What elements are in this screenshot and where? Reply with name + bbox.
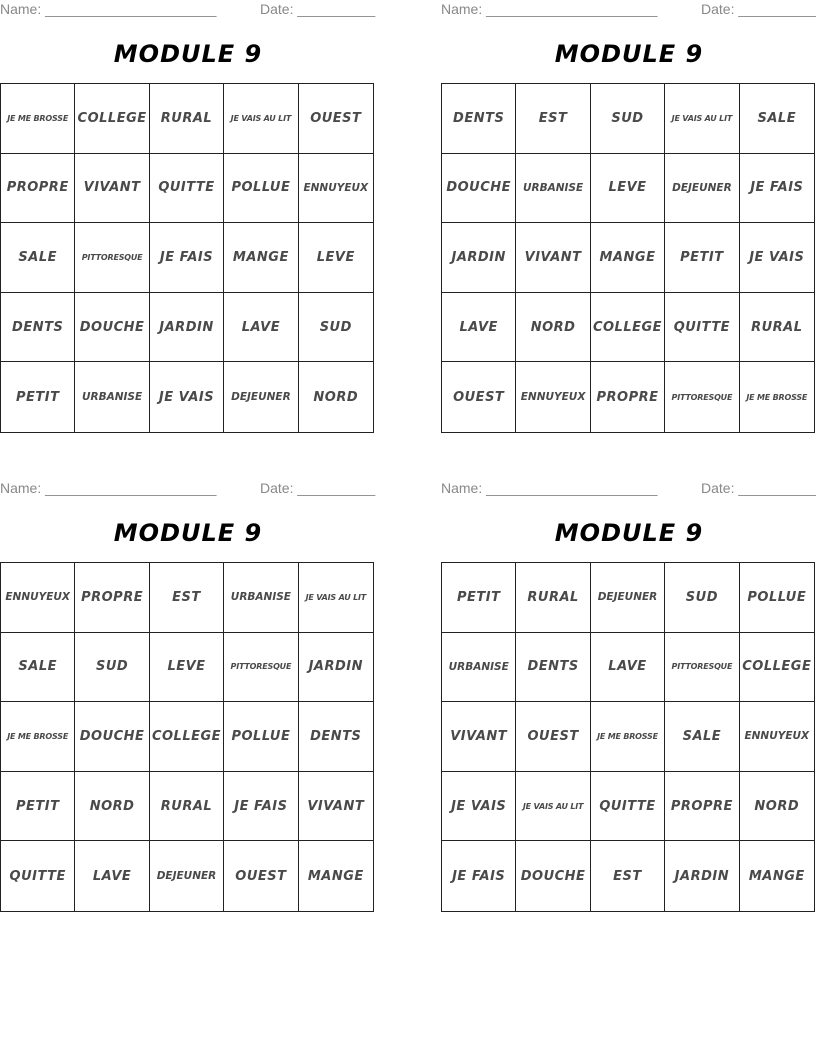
bingo-cell[interactable]: RURAL [740,293,814,363]
bingo-cell[interactable]: OUEST [442,362,516,432]
bingo-cell[interactable]: DOUCHE [75,293,149,363]
bingo-cell[interactable]: PITTORESQUE [224,633,298,703]
bingo-cell[interactable]: DEJEUNER [665,154,739,224]
bingo-cell[interactable]: VIVANT [442,702,516,772]
bingo-cell[interactable]: JE VAIS AU LIT [224,84,298,154]
bingo-cell[interactable]: EST [150,563,224,633]
bingo-cell[interactable]: URBANISE [516,154,590,224]
name-field[interactable]: Name: ______________________ [441,480,658,496]
bingo-cell[interactable]: JE VAIS [442,772,516,842]
bingo-cell[interactable]: MANGE [748,868,805,884]
bingo-cell[interactable]: PROPRE [75,563,149,633]
bingo-cell[interactable]: LEVE [591,154,665,224]
bingo-cell[interactable]: COLLEGE [591,293,665,363]
bingo-grid [441,83,815,433]
card-title: MODULE 9 [113,519,263,547]
bingo-cell[interactable]: URBANISE [75,362,149,432]
bingo-cell[interactable]: POLLUE [224,702,298,772]
bingo-cell[interactable]: COLLEGE [740,633,814,703]
bingo-cell[interactable]: DENTS [442,84,516,154]
bingo-card [441,0,816,440]
date-field[interactable]: Date: __________ [701,480,816,496]
bingo-cell[interactable]: VIVANT [516,223,590,293]
bingo-cell[interactable]: QUITTE [1,841,75,911]
bingo-cell[interactable]: JE ME BROSSE [746,392,808,402]
card-header [0,479,376,499]
bingo-cell[interactable]: QUITTE [591,772,665,842]
bingo-cell[interactable]: DENTS [516,633,590,703]
bingo-cell[interactable]: JE FAIS [740,154,814,224]
bingo-cell[interactable]: JE ME BROSSE [1,84,75,154]
bingo-cell[interactable]: COLLEGE [150,702,224,772]
card-title: MODULE 9 [554,519,704,547]
bingo-cell[interactable]: LAVE [75,841,149,911]
bingo-cell[interactable]: NORD [516,293,590,363]
bingo-cell[interactable]: PITTORESQUE [75,223,149,293]
bingo-grid [0,562,374,912]
bingo-card [0,479,376,919]
bingo-cell[interactable]: QUITTE [665,293,739,363]
bingo-cell[interactable]: URBANISE [442,633,516,703]
name-field[interactable]: Name: ______________________ [0,1,217,17]
bingo-cell[interactable]: JARDIN [299,633,373,703]
bingo-cell[interactable]: COLLEGE [75,84,149,154]
bingo-cell[interactable]: SALE [1,633,75,703]
bingo-cell[interactable]: DEJEUNER [224,362,298,432]
date-field[interactable]: Date: __________ [260,1,376,17]
bingo-cell[interactable]: PITTORESQUE [665,362,739,432]
bingo-cell[interactable]: URBANISE [224,563,298,633]
bingo-cell[interactable]: OUEST [299,84,373,154]
bingo-cell[interactable]: MANGE [307,868,364,884]
bingo-cell[interactable]: POLLUE [224,154,298,224]
card-header [441,0,816,20]
bingo-cell[interactable]: PROPRE [591,362,665,432]
bingo-grid [441,562,815,912]
bingo-cell[interactable]: LEVE [299,223,373,293]
bingo-cell[interactable]: NORD [75,772,149,842]
bingo-cell[interactable]: LEVE [150,633,224,703]
bingo-cell[interactable]: VIVANT [75,154,149,224]
card-header [0,0,376,20]
name-field[interactable]: Name: ______________________ [441,1,658,17]
bingo-cell[interactable]: JE VAIS [740,223,814,293]
bingo-cell[interactable]: SALE [1,223,75,293]
bingo-cell[interactable]: JARDIN [442,223,516,293]
bingo-cell[interactable]: LAVE [591,633,665,703]
bingo-cell[interactable]: SUD [665,563,739,633]
bingo-cell[interactable]: JARDIN [150,293,224,363]
card-title: MODULE 9 [113,40,263,68]
bingo-cell[interactable]: PETIT [442,563,516,633]
bingo-cell[interactable]: ENNUYEUX [299,154,373,224]
bingo-cell[interactable]: JE VAIS AU LIT [516,772,590,842]
bingo-cell[interactable]: PITTORESQUE [665,633,739,703]
bingo-cell[interactable]: OUEST [224,841,298,911]
bingo-cell[interactable]: POLLUE [740,563,814,633]
bingo-cell[interactable]: MANGE [591,223,665,293]
date-field[interactable]: Date: __________ [701,1,816,17]
bingo-cell[interactable]: VIVANT [299,772,373,842]
bingo-cell[interactable]: RURAL [150,772,224,842]
bingo-cell[interactable]: QUITTE [150,154,224,224]
bingo-cell[interactable]: PROPRE [665,772,739,842]
bingo-cell[interactable]: DOUCHE [75,702,149,772]
bingo-cell[interactable]: JE VAIS AU LIT [665,84,739,154]
bingo-cell[interactable]: LAVE [224,293,298,363]
bingo-cell[interactable]: SUD [591,84,665,154]
bingo-cell[interactable]: JE FAIS [224,772,298,842]
date-field[interactable]: Date: __________ [260,480,376,496]
card-title: MODULE 9 [554,40,704,68]
bingo-cell[interactable]: DEJEUNER [591,563,665,633]
card-header [441,479,816,499]
bingo-cell[interactable]: JE FAIS [442,841,516,911]
bingo-cell[interactable]: SUD [299,293,373,363]
bingo-cell[interactable]: NORD [740,772,814,842]
bingo-grid [0,83,374,433]
bingo-cell[interactable]: EST [516,84,590,154]
bingo-cell[interactable]: JE VAIS AU LIT [299,563,373,633]
bingo-cell[interactable]: PETIT [1,772,75,842]
name-field[interactable]: Name: ______________________ [0,480,217,496]
bingo-cell[interactable]: DENTS [299,702,373,772]
bingo-cell[interactable]: JE ME BROSSE [591,702,665,772]
bingo-cell[interactable]: ENNUYEUX [740,702,814,772]
bingo-cell[interactable]: ENNUYEUX [1,563,75,633]
bingo-cell[interactable]: DOUCHE [442,154,516,224]
bingo-cell[interactable]: JE VAIS [150,362,224,432]
bingo-cell[interactable]: DOUCHE [516,841,590,911]
bingo-cell[interactable]: ENNUYEUX [516,362,590,432]
bingo-cell[interactable]: SUD [75,633,149,703]
bingo-cell[interactable]: DENTS [1,293,75,363]
bingo-cell[interactable]: JARDIN [665,841,739,911]
bingo-cell[interactable]: PETIT [665,223,739,293]
bingo-card [441,479,816,919]
bingo-cell[interactable]: SALE [665,702,739,772]
bingo-cell[interactable]: OUEST [516,702,590,772]
bingo-cell[interactable]: PROPRE [1,154,75,224]
bingo-cell[interactable]: RURAL [150,84,224,154]
bingo-cell[interactable]: RURAL [516,563,590,633]
bingo-cell[interactable]: MANGE [224,223,298,293]
bingo-cell[interactable]: EST [591,841,665,911]
bingo-cell[interactable]: PETIT [1,362,75,432]
bingo-cell[interactable]: NORD [313,389,359,405]
bingo-cell[interactable]: LAVE [442,293,516,363]
bingo-card [0,0,376,440]
bingo-cell[interactable]: JE FAIS [150,223,224,293]
bingo-cell[interactable]: SALE [740,84,814,154]
bingo-cell[interactable]: DEJEUNER [150,841,224,911]
bingo-cell[interactable]: JE ME BROSSE [1,702,75,772]
